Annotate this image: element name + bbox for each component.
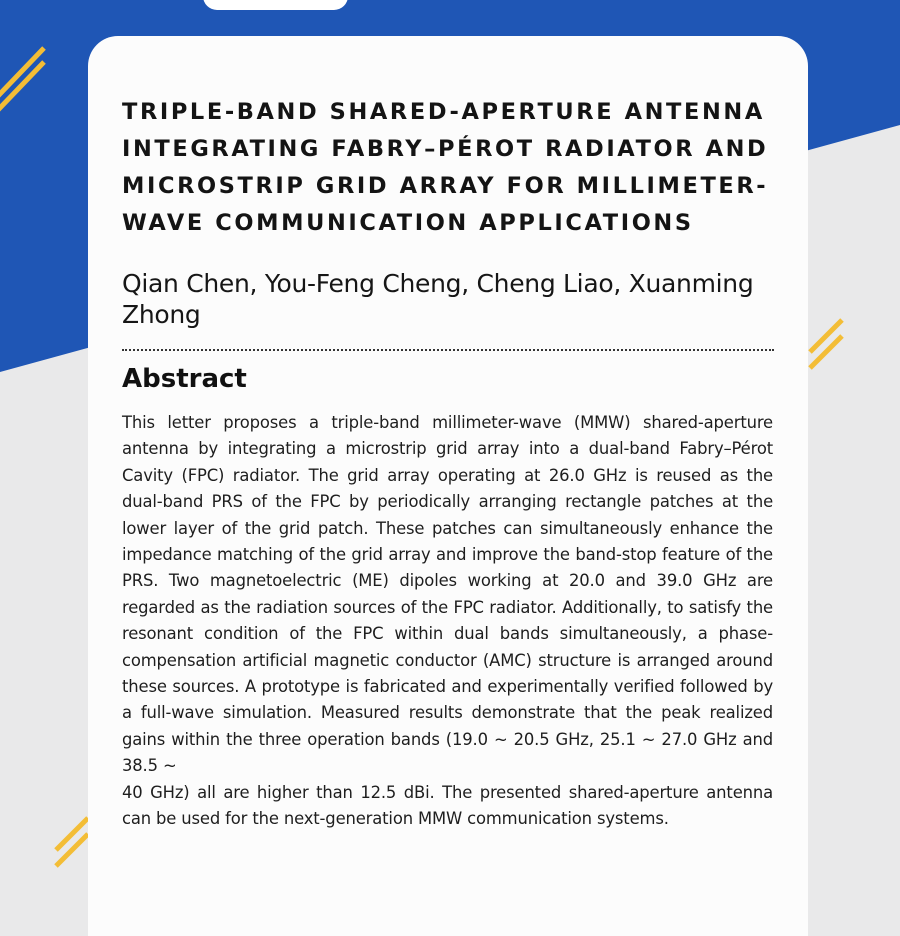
paper-title: TRIPLE-BAND SHARED-APERTURE ANTENNA INTEGRATING FABRY–PÉROT RADIATOR AND MICROSTRIP GRID ARRAY FOR MILLIMETER-WAVE COMMUNICATION APPLICATIONS [122, 99, 769, 236]
abstract-text [122, 410, 773, 833]
accent-stripes-top-left [0, 40, 60, 120]
abstract-heading: Abstract [122, 364, 247, 394]
author-list: Qian Chen, You-Feng Cheng, Cheng Liao, Xuanming Zhong [122, 269, 754, 329]
dotted-divider [122, 349, 774, 351]
accent-stripes-right [800, 312, 860, 382]
abstract-paragraph-1: This letter proposes a triple-band millimeter-wave (MMW) shared-aperture antenna by integrating a microstrip grid array into a dual-band Fabry–Pérot Cavity (FPC) radiator. The grid array operating at 26.0 GHz is reused as the dual-band PRS of the FPC by periodically arranging rectangle patches at the lower layer of the grid patch. These patches can simultaneously enhance the impedance matching of the grid array and improve the band-stop feature of the PRS. Two magnetoelectric (ME) dipoles working at 20.0 and 39.0 GHz are regarded as the radiation sources of the FPC radiator. Additionally, to satisfy the resonant condition of the FPC within dual bands simultaneously, a phase-compensation artificial magnetic conductor (AMC) structure is arranged around these sources. A prototype is fabricated and experimentally verified followed by a full-wave simulation. Measured results demonstrate that the peak realized gains within the three operation bands (19.0 ~ 20.5 GHz, 25.1 ~ 27.0 GHz and 38.5 ~ [122, 413, 773, 776]
abstract-paragraph-2: 40 GHz) all are higher than 12.5 dBi. The presented shared-aperture antenna can be used for the next-generation MMW communication systems. [122, 782, 773, 829]
content-card [88, 36, 808, 936]
top-tab-decoration [203, 0, 348, 10]
